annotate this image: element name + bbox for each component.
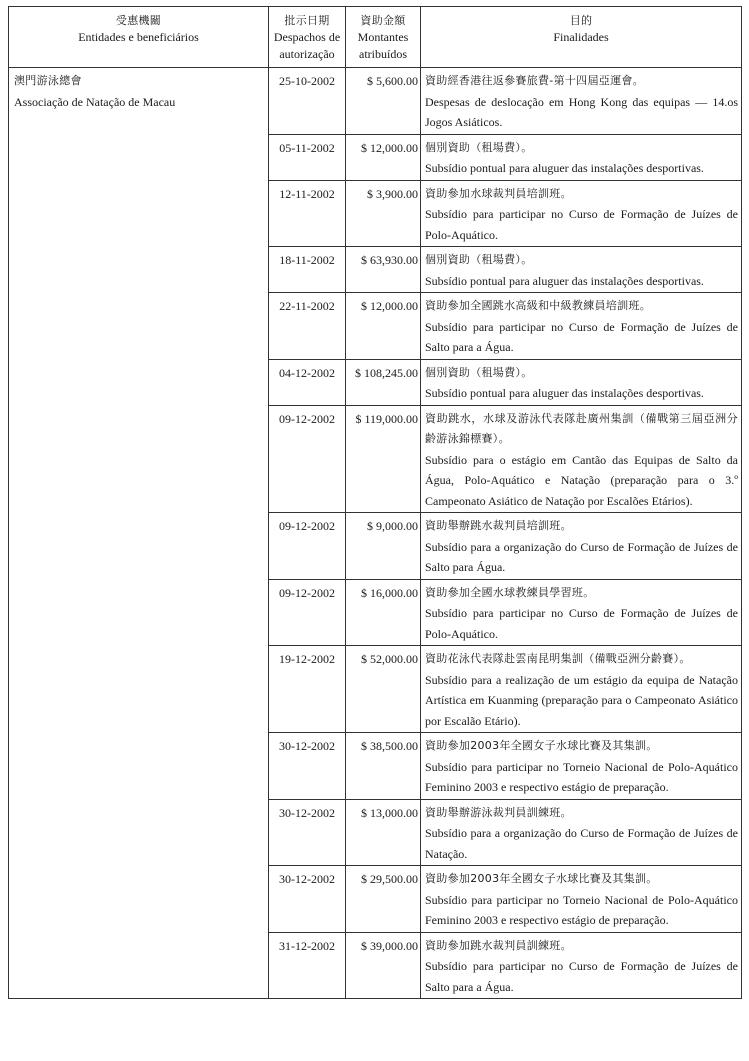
header-dates-pt2: autorização: [279, 47, 335, 61]
amount-cell: $ 38,500.00: [346, 733, 421, 800]
purpose-cell: [421, 513, 742, 580]
purpose-pt: Subsídio pontual para aluguer das instalações desportivas.: [425, 386, 704, 400]
purpose-pt: Subsídio para participar no Curso de Formação de Juízes de Polo-Aquático.: [425, 606, 738, 641]
date-cell: 30-12-2002: [269, 866, 346, 933]
date-cell: 05-11-2002: [269, 134, 346, 180]
amount-cell: $ 52,000.00: [346, 646, 421, 733]
amount-cell: $ 63,930.00: [346, 247, 421, 293]
header-amounts-pt2: atribuídos: [359, 47, 407, 61]
purpose-cell: [421, 68, 742, 135]
purpose-zh: 個別資助（租場費）。: [425, 140, 533, 154]
purpose-zh: 個別資助（租場費）。: [425, 253, 533, 266]
date-cell: 12-11-2002: [269, 180, 346, 247]
purpose-cell: [421, 359, 742, 405]
purpose-cell: [421, 134, 742, 180]
purpose-cell: [421, 932, 742, 999]
amount-cell: $ 108,245.00: [346, 359, 421, 405]
purpose-pt: Subsídio pontual para aluguer das instalações desportivas.: [425, 273, 704, 288]
purpose-pt: Subsídio para participar no Torneio Nacional de Polo-Aquático Feminino 2003 e respectivo estágio de preparação.: [425, 892, 738, 927]
purpose-pt: Subsídio para a realização de um estágio da equipa de Natação Artística em Kuanming (preparação para o Campeonato Asiático por Escalão Etário).: [425, 672, 738, 728]
entity-cell: [9, 68, 269, 999]
header-amounts-pt1: Montantes: [357, 30, 409, 44]
date-cell: 04-12-2002: [269, 359, 346, 405]
purpose-zh: 資助參加全國跳水高級和中級教練員培訓班。: [425, 299, 651, 312]
purpose-zh: 資助參加水球裁判員培訓班。: [425, 186, 572, 200]
purpose-cell: [421, 405, 742, 513]
date-cell: 30-12-2002: [269, 733, 346, 800]
purpose-zh: 資助經香港往返參賽旅費-第十四屆亞運會。: [425, 74, 644, 87]
amount-cell: $ 3,900.00: [346, 180, 421, 247]
purpose-cell: [421, 180, 742, 247]
amount-cell: $ 12,000.00: [346, 134, 421, 180]
purpose-pt: Subsídio para o estágio em Cantão das Equipas de Salto da Água, Polo-Aquático e Natação (preparação para o 3.º Campeonato Asiático de Natação por Escalões Etários).: [425, 452, 738, 508]
amount-cell: $ 119,000.00: [346, 405, 421, 513]
date-cell: 30-12-2002: [269, 799, 346, 866]
table-row: [9, 68, 742, 135]
entity-name-zh: 澳門游泳總會: [14, 74, 82, 87]
date-cell: 31-12-2002: [269, 932, 346, 999]
purpose-pt: Subsídio para participar no Torneio Nacional de Polo-Aquático Feminino 2003 e respectivo estágio de preparação.: [425, 759, 738, 794]
purpose-zh: 資助參加2003年全國女子水球比賽及其集訓。: [425, 872, 658, 885]
date-cell: 25-10-2002: [269, 68, 346, 135]
header-dates: [269, 7, 346, 68]
purpose-zh: 資助舉辦跳水裁判員培訓班。: [425, 519, 572, 532]
header-row: [9, 7, 742, 68]
purpose-cell: [421, 579, 742, 646]
purpose-zh: 資助參加跳水裁判員訓練班。: [425, 938, 572, 952]
date-cell: 18-11-2002: [269, 247, 346, 293]
entity-name-pt: Associação de Natação de Macau: [14, 94, 176, 109]
amount-cell: $ 9,000.00: [346, 513, 421, 580]
purpose-pt: Subsídio para participar no Curso de Formação de Juízes de Salto para a Água.: [425, 319, 738, 354]
purpose-pt: Subsídio para a organização do Curso de Formação de Juízes de Natação.: [425, 826, 738, 861]
purpose-zh: 個別資助（租場費）。: [425, 365, 533, 379]
subsidy-table: [8, 6, 742, 999]
header-purposes-zh: 目的: [569, 14, 593, 27]
header-entities-pt: Entidades e beneficiários: [78, 30, 199, 44]
purpose-cell: [421, 799, 742, 866]
header-purposes: [421, 7, 742, 68]
header-purposes-pt: Finalidades: [553, 30, 609, 44]
purpose-pt: Subsídio para participar no Curso de Formação de Juízes de Salto para a Água.: [425, 959, 738, 994]
header-entities-zh: 受惠機關: [115, 14, 162, 27]
purpose-cell: [421, 247, 742, 293]
header-dates-pt1: Despachos de: [273, 30, 341, 44]
date-cell: 22-11-2002: [269, 293, 346, 360]
purpose-pt: Subsídio para participar no Curso de Formação de Juízes de Polo-Aquático.: [425, 207, 738, 242]
date-cell: 09-12-2002: [269, 579, 346, 646]
purpose-cell: [421, 646, 742, 733]
date-cell: 09-12-2002: [269, 405, 346, 513]
purpose-zh: 資助舉辦游泳裁判員訓練班。: [425, 805, 572, 819]
amount-cell: $ 29,500.00: [346, 866, 421, 933]
purpose-zh: 資助參加全國水球教練員學習班。: [425, 585, 595, 599]
date-cell: 09-12-2002: [269, 513, 346, 580]
amount-cell: $ 39,000.00: [346, 932, 421, 999]
amount-cell: $ 5,600.00: [346, 68, 421, 135]
purpose-cell: [421, 293, 742, 360]
header-entities: [9, 7, 269, 68]
amount-cell: $ 13,000.00: [346, 799, 421, 866]
purpose-zh: 資助跳水，水球及游泳代表隊赴廣州集訓（備戰第三屆亞洲分齡游泳錦標賽）。: [425, 411, 738, 445]
purpose-pt: Subsídio pontual para aluguer das instalações desportivas.: [425, 161, 704, 175]
header-amounts: [346, 7, 421, 68]
purpose-cell: [421, 733, 742, 800]
purpose-pt: Despesas de deslocação em Hong Kong das equipas — 14.os Jogos Asiáticos.: [425, 94, 738, 129]
purpose-cell: [421, 866, 742, 933]
amount-cell: $ 16,000.00: [346, 579, 421, 646]
header-amounts-zh: 資助金額: [360, 14, 406, 27]
date-cell: 19-12-2002: [269, 646, 346, 733]
purpose-zh: 資助參加2003年全國女子水球比賽及其集訓。: [425, 739, 658, 752]
purpose-pt: Subsídio para a organização do Curso de Formação de Juízes de Salto para Água.: [425, 539, 738, 574]
amount-cell: $ 12,000.00: [346, 293, 421, 360]
purpose-zh: 資助花泳代表隊赴雲南昆明集訓（備戰亞洲分齡賽）。: [425, 652, 691, 665]
header-dates-zh: 批示日期: [284, 14, 330, 27]
